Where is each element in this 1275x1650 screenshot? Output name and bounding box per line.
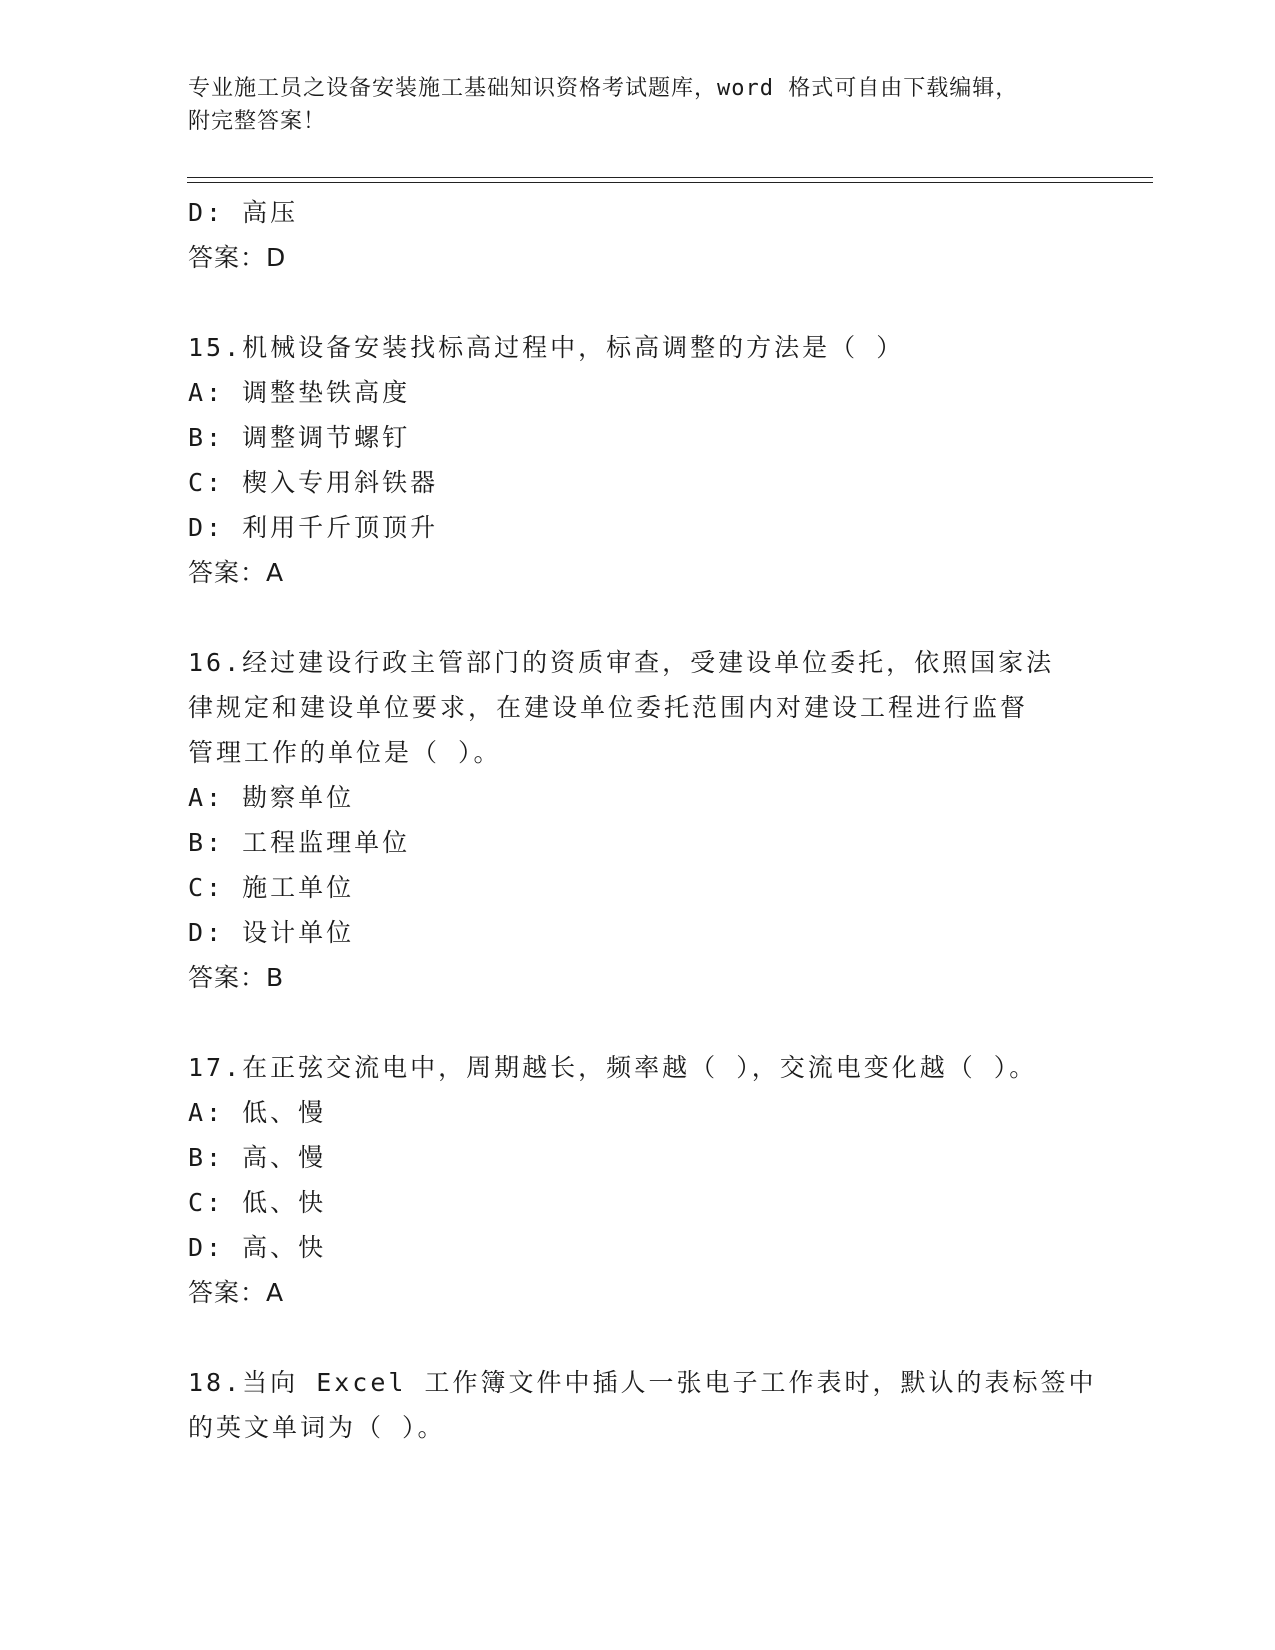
document-header xyxy=(188,72,1068,138)
answer: 答案：B xyxy=(188,963,285,992)
question-stem: 16.经过建设行政主管部门的资质审查，受建设单位委托，依照国家法 xyxy=(188,648,1055,677)
header-line-2: 附完整答案！ xyxy=(188,109,327,134)
option-a: A: 低、慢 xyxy=(188,1098,327,1127)
spacer xyxy=(188,595,1088,640)
option-a: A: 勘察单位 xyxy=(188,783,355,812)
option-c: C: 楔入专用斜铁器 xyxy=(188,468,439,497)
spacer xyxy=(188,1000,1088,1045)
question-stem: 的英文单词为（ ）。 xyxy=(188,1413,446,1442)
question-15 xyxy=(188,325,1088,595)
answer: 答案：A xyxy=(188,1278,285,1307)
question-stem: 17.在正弦交流电中，周期越长，频率越（ ），交流电变化越（ ）。 xyxy=(188,1053,1038,1082)
spacer xyxy=(188,280,1088,325)
option-d: D: 利用千斤顶顶升 xyxy=(188,513,439,542)
question-18 xyxy=(188,1360,1097,1450)
header-line-1: 专业施工员之设备安装施工基础知识资格考试题库，word 格式可自由下载编辑， xyxy=(188,76,1019,101)
option-b: B: 高、慢 xyxy=(188,1143,327,1172)
question-stem: 18.当向 Excel 工作簿文件中插人一张电子工作表时，默认的表标签中 xyxy=(188,1368,1097,1397)
option-c: C: 低、快 xyxy=(188,1188,327,1217)
option-b: B: 工程监理单位 xyxy=(188,828,411,857)
question-stem: 律规定和建设单位要求，在建设单位委托范围内对建设工程进行监督 xyxy=(188,693,1029,722)
question-stem: 15.机械设备安装找标高过程中，标高调整的方法是（ ） xyxy=(188,333,905,362)
lead-option-d: D: 高压 xyxy=(188,198,299,227)
header-rule-top xyxy=(187,177,1153,178)
question-16 xyxy=(188,640,1088,1000)
question-17 xyxy=(188,1045,1088,1315)
option-b: B: 调整调节螺钉 xyxy=(188,423,411,452)
header-rule-bottom xyxy=(187,182,1153,183)
option-a: A: 调整垫铁高度 xyxy=(188,378,411,407)
question-content xyxy=(188,190,1097,1450)
option-d: D: 设计单位 xyxy=(188,918,355,947)
question-stem: 管理工作的单位是（ ）。 xyxy=(188,738,502,767)
answer: 答案：A xyxy=(188,558,285,587)
option-c: C: 施工单位 xyxy=(188,873,355,902)
lead-answer: 答案：D xyxy=(188,243,287,272)
option-d: D: 高、快 xyxy=(188,1233,327,1262)
spacer xyxy=(188,1315,1088,1360)
